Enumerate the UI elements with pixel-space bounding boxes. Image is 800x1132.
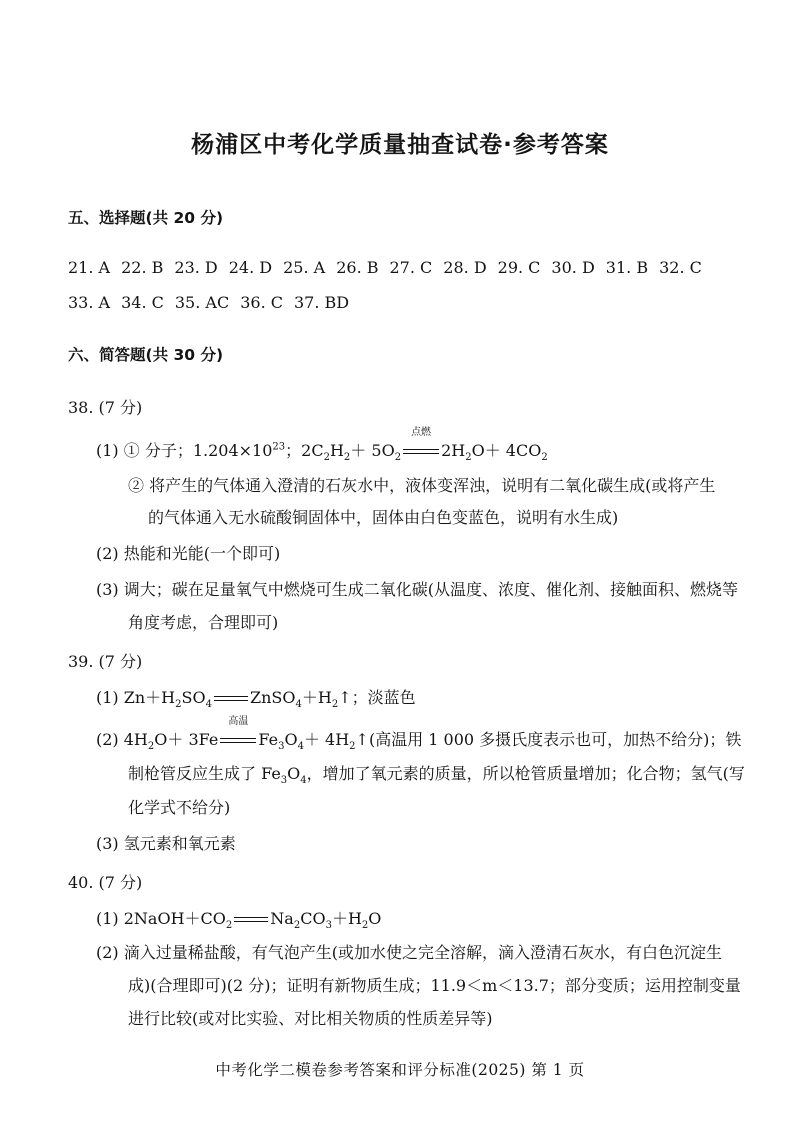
choice-answer: 23. D: [174, 258, 218, 277]
q39-condition-text: 高温: [228, 716, 249, 727]
q38-reaction-arrow: [401, 427, 441, 461]
q39-part3: (3) 氢元素和氧元素: [96, 834, 236, 853]
choice-answer: 28. D: [443, 258, 487, 277]
q38-part1-2-line2: 的气体通入无水硫酸铜固体中，固体由白色变蓝色，说明有水生成): [148, 508, 619, 527]
choice-answer: 30. D: [551, 258, 595, 277]
choice-answer: 32. C: [659, 258, 702, 277]
q38-part3-line1: (3) 调大；碳在足量氧气中燃烧可生成二氧化碳(从温度、浓度、催化剂、接触面积、燃烧等: [96, 580, 738, 599]
choice-answers-row-2: [68, 293, 360, 313]
q39-part2-line2-a: 制枪管反应生成了 Fe: [128, 764, 281, 783]
q38-part1-2-line1: ② 将产生的气体通入澄清的石灰水中，液体变浑浊，说明有二氧化碳生成(或将产生: [128, 476, 716, 495]
page-title: 杨浦区中考化学质量抽查试卷·参考答案: [191, 132, 609, 158]
choice-answers-row-1: [68, 258, 713, 278]
choice-answer: 36. C: [240, 293, 283, 312]
q39-part1: (1) $Zn+H_2SO_4$ $ZnSO_4+H_2↑$；淡蓝色: [96, 688, 416, 711]
choice-answer: 37. BD: [293, 293, 350, 312]
q38-label: 38. (7 分): [68, 398, 143, 417]
choice-answer: 34. C: [121, 293, 164, 312]
choice-answer: 21. A: [68, 258, 111, 277]
page-footer: 中考化学二模卷参考答案和评分标准(2025) 第 1 页: [215, 1061, 585, 1079]
choice-answer: 22. B: [121, 258, 164, 277]
choice-answer: 29. C: [497, 258, 541, 277]
q38-part1: (1) ① 分子；$1.204\times 10^{23}$；$2C_2H_2+ 5O_2$ 点燃 $2H_2O+ 4CO_2$: [96, 427, 548, 464]
section-5-heading: 五、选择题(共 20 分): [68, 209, 224, 227]
choice-answer: 25. A: [283, 258, 326, 277]
choice-answer: 33. A: [68, 293, 111, 312]
q38-part3-line2: 角度考虑，合理即可): [128, 613, 279, 632]
choice-answer: 31. B: [605, 258, 649, 277]
q39-label: 39. (7 分): [68, 652, 143, 671]
choice-answer: 24. D: [228, 258, 273, 277]
q39-part2-tail: (高温用 1 000 多摄氏度表示也可，加热不给分)；铁: [368, 730, 742, 749]
q40-part2-line1: (2) 滴入过量稀盐酸，有气泡产生(或加水使之完全溶解，滴入澄清石灰水，有白色沉淀生: [96, 943, 722, 962]
q39-part2-line3: 化学式不给分): [128, 798, 231, 817]
q40-part2-line2: 成)(合理即可)(2 分)；证明有新物质生成；11.9＜m＜13.7；部分变质；运用控制变量: [128, 976, 741, 995]
q38-part1-exponent: 23: [272, 441, 286, 453]
q38-part1-lead: (1) ① 分子；1.204×10: [96, 441, 273, 460]
choice-answer: 26. B: [336, 258, 379, 277]
q38-part2: (2) 热能和光能(一个即可): [96, 544, 281, 563]
q39-part2-line2: 制枪管反应生成了 $Fe_3O_4$，增加了氧元素的质量，所以枪管质量增加；化合物；氢气(写: [128, 764, 745, 787]
choice-answer: 27. C: [389, 258, 433, 277]
q40-part2-line3: 进行比较(或对比实验、对比相关物质的性质差异等): [128, 1009, 493, 1028]
q39-part1-tail: ；淡蓝色: [351, 688, 416, 707]
q38-part1-sep: ；: [285, 441, 302, 460]
q39-part2-line1: (2) $4H_2O+ 3Fe$ 高温 $Fe_3O_4+$ $4H_2↑$(高温用 1 000 多摄氏度表示也可，加热不给分)；铁: [96, 716, 742, 753]
q38-condition-text: 点燃: [411, 427, 432, 438]
section-6-heading: 六、简答题(共 30 分): [68, 346, 224, 364]
choice-answer: 35. AC: [174, 293, 230, 312]
q39-part2-line2-b: ，增加了氧元素的质量，所以枪管质量增加；化合物；氢气(写: [306, 764, 745, 783]
q40-part1: (1) $2NaOH+CO_2$ $Na_2CO_3+H_2O$: [96, 909, 382, 932]
q40-label: 40. (7 分): [68, 873, 143, 892]
q39-reaction-arrow: [218, 716, 258, 750]
